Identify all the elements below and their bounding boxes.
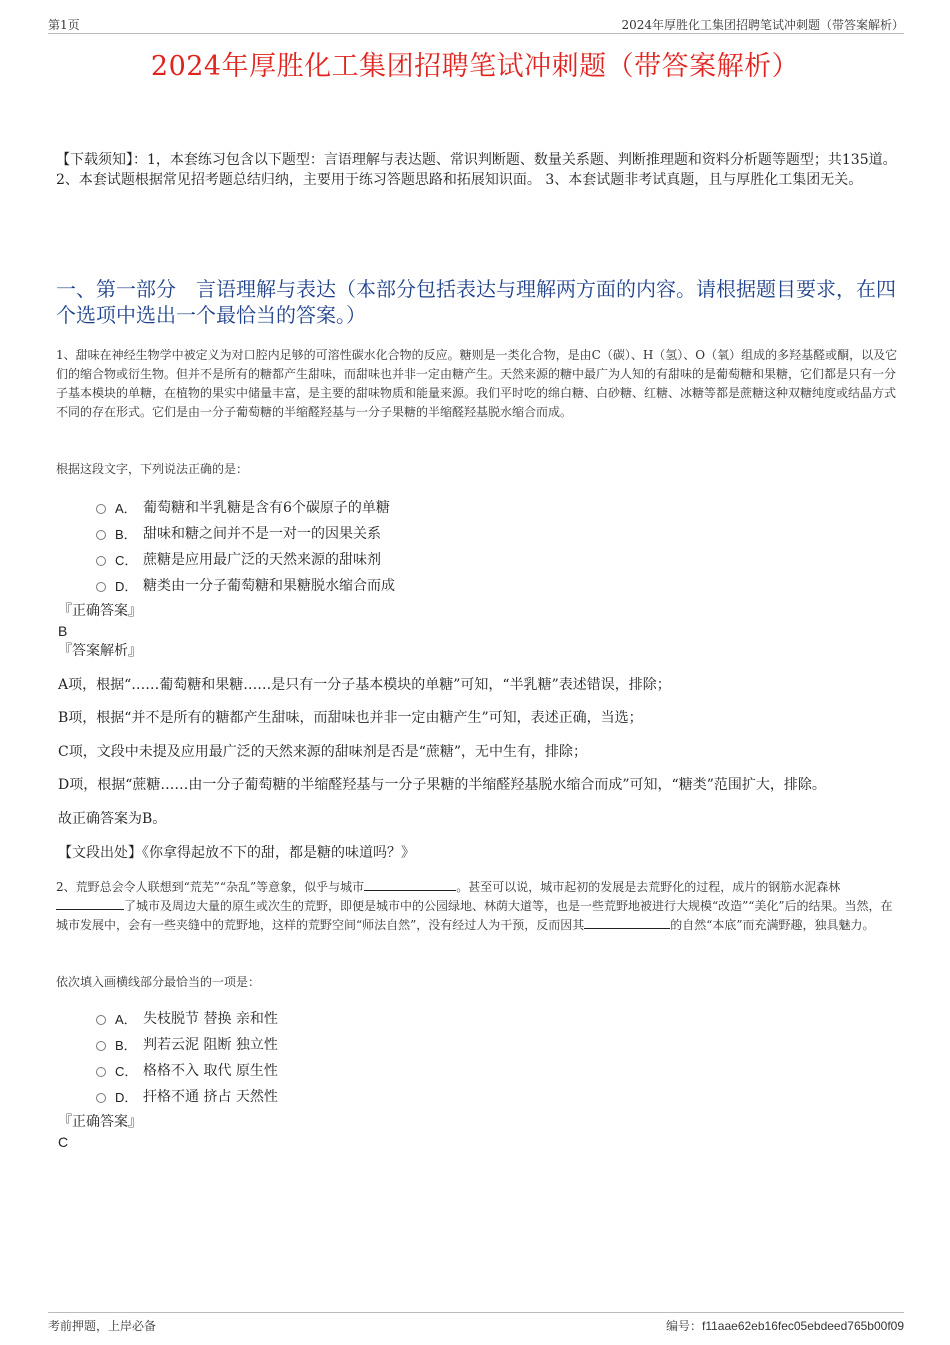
q2-passage-part-2: 。甚至可以说，城市起初的发展是去荒野化的过程，成片的钢筋水泥森林 <box>456 880 841 894</box>
q2-passage-part-3: 了城市及周边大量的原生或次生的荒野，即便是城市中的公园绿地、林荫大道等，也是一些荒野地被进行大规模“改造”“美化”后的结果。当然，在城市发展中，会有一些夹缝中的荒野地，这样的荒野空间“师法自然”，没有经过人为干预，反而因其 <box>56 899 893 932</box>
radio-icon[interactable] <box>96 530 106 540</box>
q1-analysis-c: C项，文段中未提及应用最广泛的天然来源的甜味剂是否是“蔗糖”，无中生有，排除； <box>58 744 588 760</box>
q2-option-b[interactable] <box>96 1031 796 1057</box>
option-letter: D． <box>115 1089 138 1105</box>
q1-source: 【文段出处】《你拿得起放不下的甜，都是糖的味道吗？》 <box>58 845 415 861</box>
q1-answer-label: 『正确答案』 <box>58 603 142 619</box>
q2-option-a[interactable] <box>96 1005 796 1031</box>
q2-passage <box>56 878 902 935</box>
download-notice: 【下载须知】：1，本套练习包含以下题型：言语理解与表达题、常识判断题、数量关系题、判断推理题和资料分析题等题型；共135道。 2、本套试题根据常见招考题总结归纳，主要用于练习答题思路和拓展知识面。 3、本套试题非考试真题，且与厚胜化工集团无关。 <box>56 152 897 188</box>
radio-icon[interactable] <box>96 1015 106 1025</box>
radio-icon[interactable] <box>96 1067 106 1077</box>
option-text: 甜味和糖之间并不是一对一的因果关系 <box>143 526 381 542</box>
q1-analysis-b: B项，根据“并不是所有的糖都产生甜味，而甜味也并非一定由糖产生”可知，表述正确，当选； <box>58 710 643 726</box>
q1-conclusion: 故正确答案为B。 <box>58 811 167 827</box>
q2-passage-part-4: 的自然“本底”而充满野趣，独具魅力。 <box>670 918 875 932</box>
option-letter: A． <box>115 1011 137 1027</box>
q2-options <box>96 1005 796 1109</box>
q2-blank-3 <box>584 917 670 929</box>
q2-answer-label: 『正确答案』 <box>58 1114 142 1130</box>
option-letter: B． <box>115 526 137 542</box>
option-letter: B． <box>115 1037 137 1053</box>
option-text: 失枝脱节 替换 亲和性 <box>143 1011 278 1027</box>
option-text: 蔗糖是应用最广泛的天然来源的甜味剂 <box>143 552 381 568</box>
q1-option-d[interactable] <box>96 572 796 598</box>
footer-code-label: 编号： <box>666 1319 703 1333</box>
page-footer <box>48 1312 904 1332</box>
page-number-label: 第1页 <box>48 18 80 32</box>
radio-icon[interactable] <box>96 582 106 592</box>
q1-options <box>96 494 796 598</box>
q2-passage-part-1: 2、荒野总会令人联想到“荒芜”“杂乱”等意象，似乎与城市 <box>56 880 365 894</box>
q2-question: 依次填入画横线部分最恰当的一项是： <box>56 975 261 989</box>
option-letter: A． <box>115 500 137 516</box>
q2-option-d[interactable] <box>96 1083 796 1109</box>
q1-analysis-d: D项，根据“蔗糖……由一分子葡萄糖的半缩醛羟基与一分子果糖的半缩醛羟基脱水缩合而成”可知，“糖类”范围扩大，排除。 <box>58 777 826 793</box>
section-title: 一、第一部分 言语理解与表达（本部分包括表达与理解两方面的内容。请根据题目要求，在四个选项中选出一个最恰当的答案。） <box>56 277 896 327</box>
option-text: 葡萄糖和半乳糖是含有6个碳原子的单糖 <box>143 500 390 516</box>
document-title: 2024年厚胜化工集团招聘笔试冲刺题（带答案解析） <box>150 51 800 82</box>
q2-blank-2 <box>56 898 124 910</box>
option-letter: C． <box>115 552 138 568</box>
q1-option-b[interactable] <box>96 520 796 546</box>
header-doc-title: 2024年厚胜化工集团招聘笔试冲刺题（带答案解析） <box>621 18 904 32</box>
page-header <box>48 14 904 34</box>
radio-icon[interactable] <box>96 1093 106 1103</box>
q1-passage: 1、甜味在神经生物学中被定义为对口腔内足够的可溶性碳水化合物的反应。糖则是一类化合物，是由C（碳）、H（氢）、O（氧）组成的多羟基醛或酮，以及它们的缩合物或衍生物。但并不是所有的糖都产生甜味，而甜味也并非一定由糖产生。天然来源的糖中最广为人知的有甜味的是葡萄糖和果糖，它们都是只有一分子基本模块的单糖，在植物的果实中储量丰富，是主要的甜味物质和能量来源。我们平时吃的绵白糖、白砂糖、红糖、冰糖等都是蔗糖这种双糖纯度或结晶方式不同的存在形式。它们是由一分子葡萄糖的半缩醛羟基与一分子果糖的半缩醛羟基脱水缩合而成。 <box>56 348 898 419</box>
footer-code-value: f11aae62eb16fec05ebdeed765b00f09 <box>702 1319 904 1333</box>
option-text: 判若云泥 阻断 独立性 <box>143 1037 278 1053</box>
q2-option-c[interactable] <box>96 1057 796 1083</box>
q2-blank-1 <box>364 879 456 891</box>
radio-icon[interactable] <box>96 556 106 566</box>
q1-analysis-a: A项，根据“……葡萄糖和果糖……是只有一分子基本模块的单糖”可知，“半乳糖”表述错误，排除； <box>58 677 671 693</box>
option-letter: D． <box>115 578 138 594</box>
q1-option-a[interactable] <box>96 494 796 520</box>
q1-option-c[interactable] <box>96 546 796 572</box>
footer-slogan: 考前押题，上岸必备 <box>48 1319 157 1333</box>
radio-icon[interactable] <box>96 1041 106 1051</box>
radio-icon[interactable] <box>96 504 106 514</box>
option-text: 扞格不通 挤占 天然性 <box>143 1089 278 1105</box>
q1-question: 根据这段文字，下列说法正确的是： <box>56 462 249 476</box>
option-letter: C． <box>115 1063 138 1079</box>
q1-answer: B <box>58 623 68 639</box>
q1-analysis-label: 『答案解析』 <box>58 643 142 659</box>
footer-code <box>666 1317 904 1334</box>
q2-answer: C <box>58 1134 69 1150</box>
option-text: 糖类由一分子葡萄糖和果糖脱水缩合而成 <box>143 578 395 594</box>
option-text: 格格不入 取代 原生性 <box>143 1063 278 1079</box>
